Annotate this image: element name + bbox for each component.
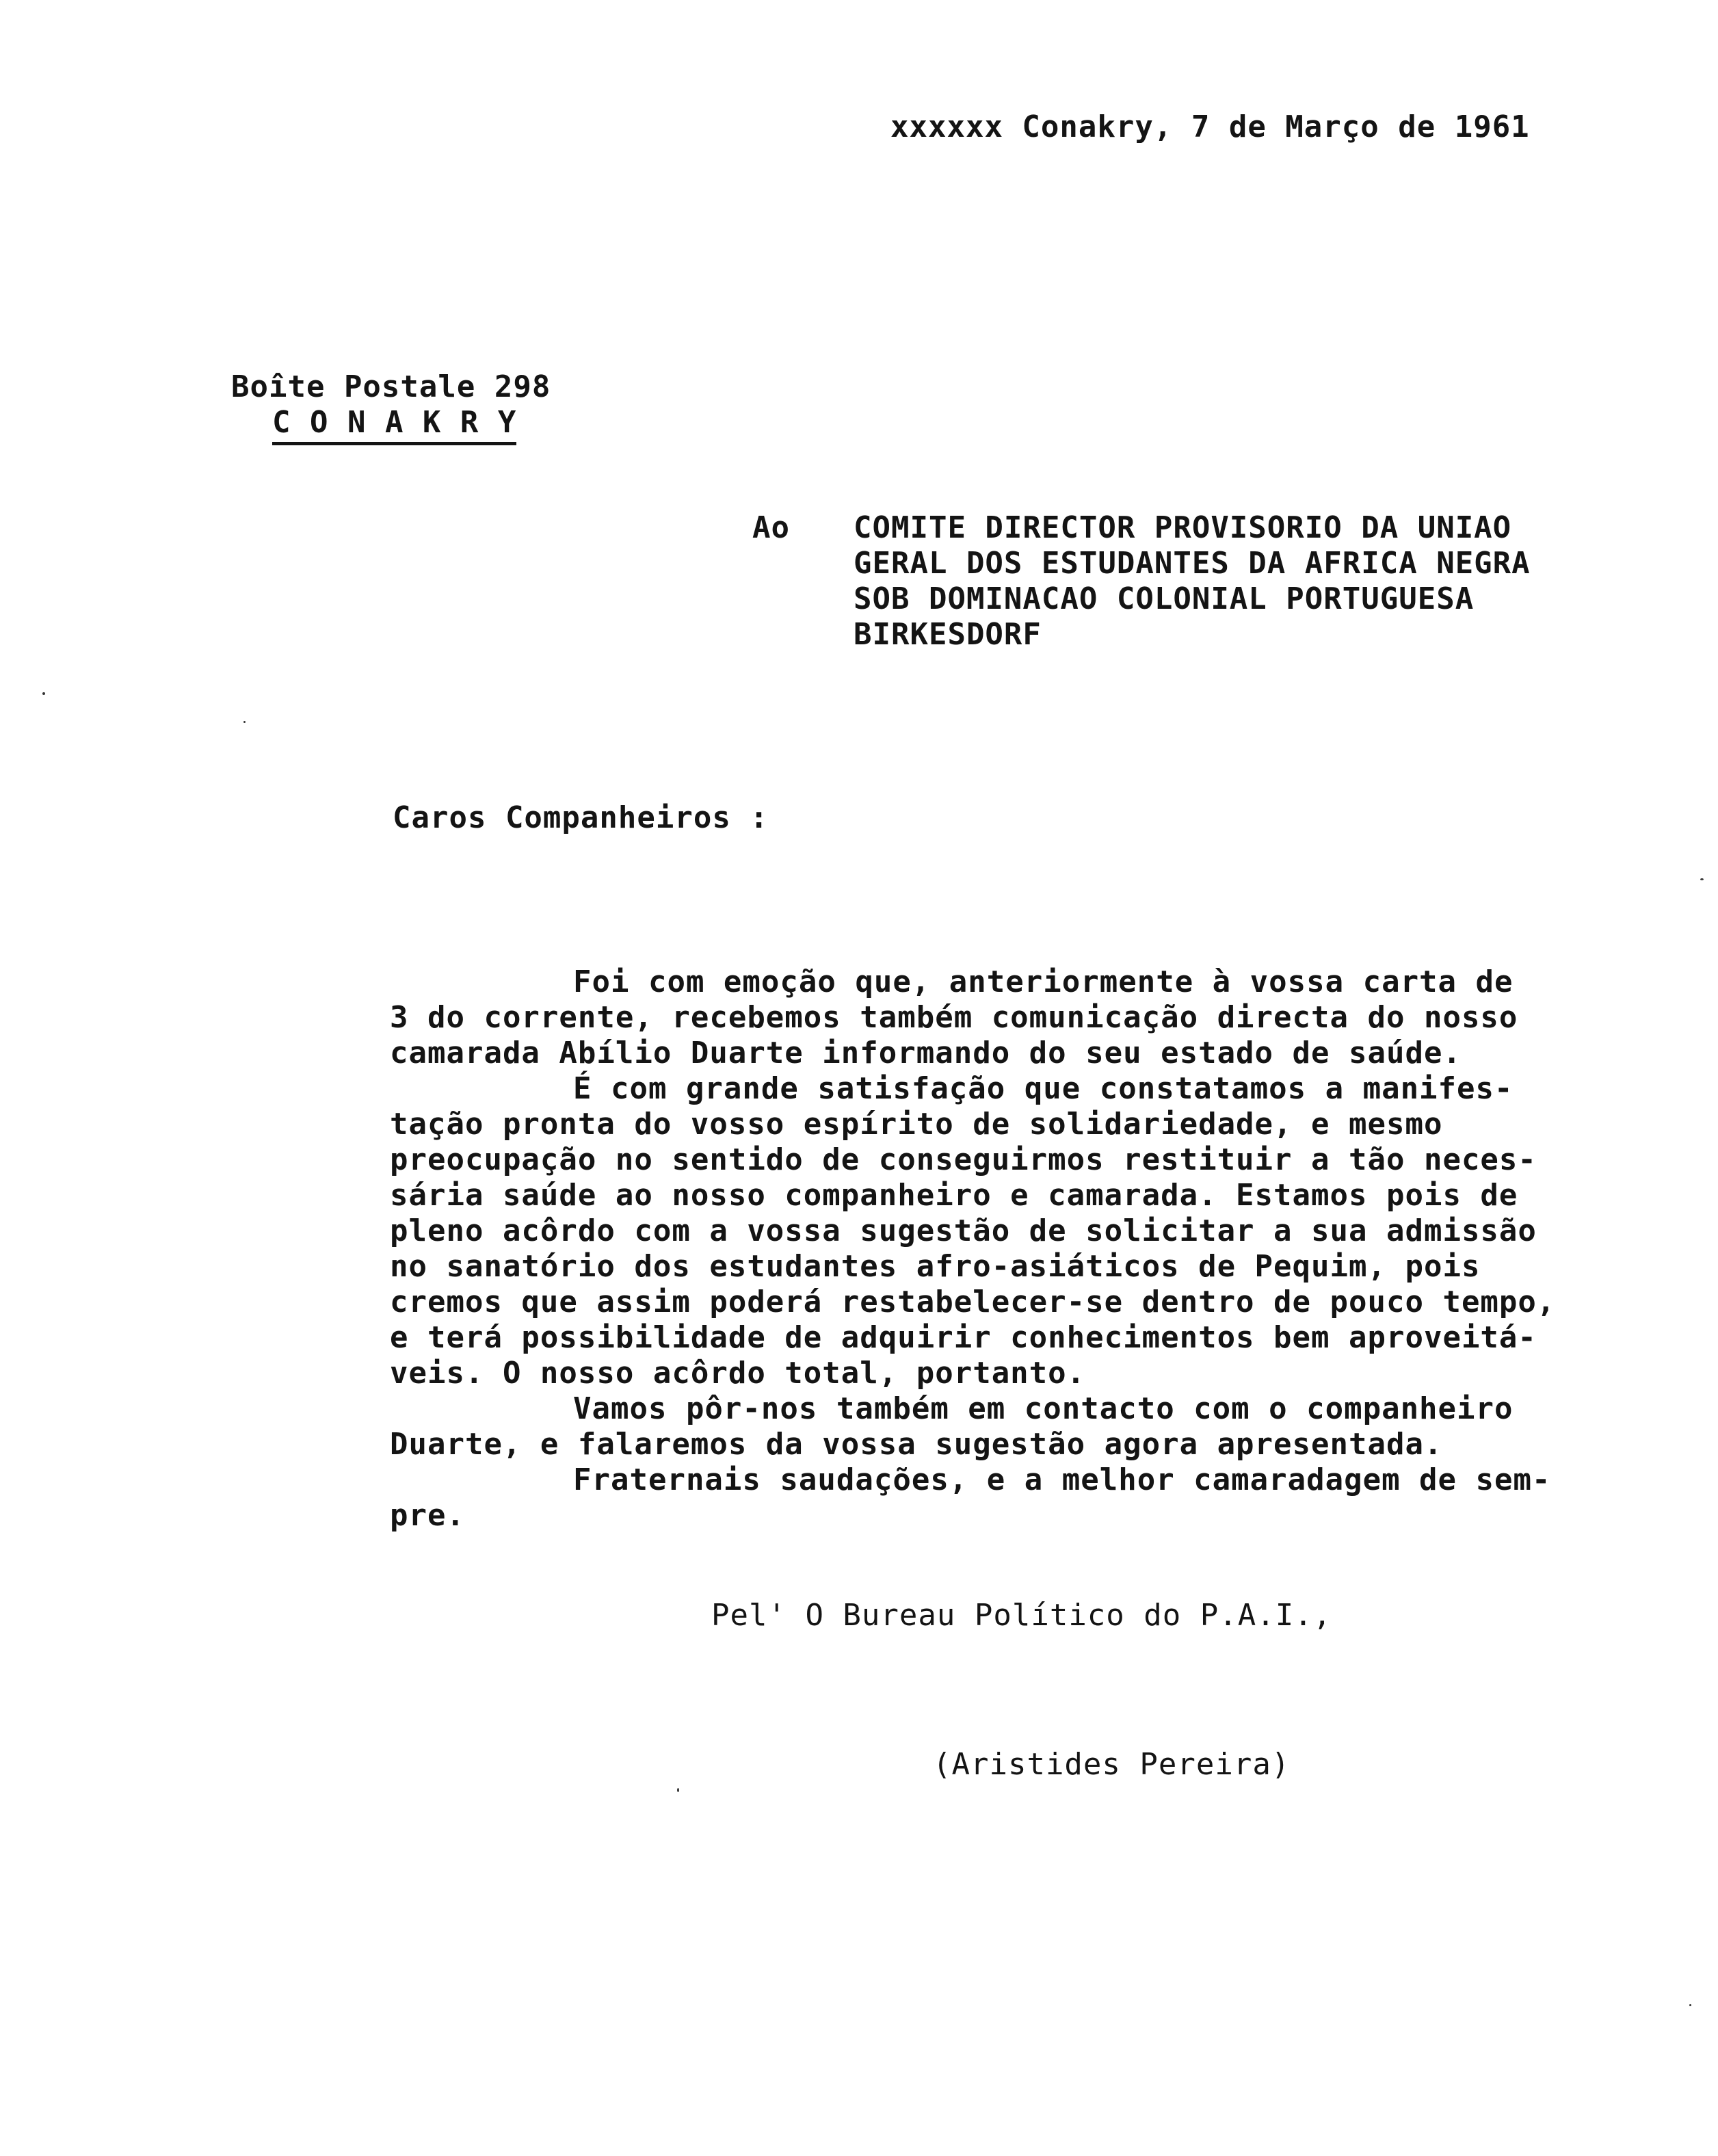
body-line: Foi com emoção que, anteriormente à vossa carta de — [573, 964, 1514, 999]
date-line: xxxxxx Conakry, 7 de Março de 1961 — [890, 109, 1530, 144]
sender-city: C O N A K R Y — [272, 405, 516, 445]
sender-postal-box: Boîte Postale 298 — [231, 369, 551, 404]
recipient-line: COMITE DIRECTOR PROVISORIO DA UNIAO — [854, 510, 1512, 545]
body-line: veis. O nosso acôrdo total, portanto. — [390, 1356, 1086, 1391]
body-line: sária saúde ao nosso companheiro e camarada. Estamos pois de — [390, 1178, 1518, 1213]
body-line: 3 do corrente, recebemos também comunicação directa do nosso — [390, 1000, 1518, 1035]
body-line: pre. — [390, 1498, 465, 1533]
recipient-prefix: Ao — [752, 510, 790, 545]
closing-line: Pel' O Bureau Político do P.A.I., — [711, 1598, 1332, 1633]
recipient-line: GERAL DOS ESTUDANTES DA AFRICA NEGRA — [854, 546, 1531, 581]
recipient-line: BIRKESDORF — [854, 617, 1042, 652]
scan-speck — [677, 1788, 679, 1792]
body-line: Fraternais saudações, e a melhor camaradagem de sem- — [573, 1462, 1551, 1497]
signature-name: (Aristides Pereira) — [933, 1747, 1291, 1782]
body-line: Vamos pôr-nos também em contacto com o companheiro — [573, 1391, 1514, 1426]
body-line: cremos que assim poderá restabelecer-se dentro de pouco tempo, — [390, 1285, 1556, 1319]
scan-speck — [1689, 2004, 1691, 2006]
body-line: pleno acôrdo com a vossa sugestão de solicitar a sua admissão — [390, 1213, 1537, 1248]
body-line: camarada Abílio Duarte informando do seu estado de saúde. — [390, 1036, 1462, 1070]
body-line: É com grande satisfação que constatamos a manifes- — [573, 1071, 1514, 1106]
recipient-line: SOB DOMINACAO COLONIAL PORTUGUESA — [854, 581, 1475, 616]
body-line: preocupação no sentido de conseguirmos restituir a tão neces- — [390, 1142, 1537, 1177]
body-line: no sanatório dos estudantes afro-asiáticos de Pequim, pois — [390, 1249, 1481, 1284]
body-line: Duarte, e falaremos da vossa sugestão agora apresentada. — [390, 1427, 1443, 1462]
scan-speck — [42, 692, 45, 695]
body-line: tação pronta do vosso espírito de solidariedade, e mesmo — [390, 1107, 1443, 1142]
salutation: Caros Companheiros : — [393, 800, 769, 835]
scan-speck — [243, 721, 246, 723]
scan-speck — [1700, 878, 1704, 880]
body-line: e terá possibilidade de adquirir conhecimentos bem aproveitá- — [390, 1320, 1537, 1355]
